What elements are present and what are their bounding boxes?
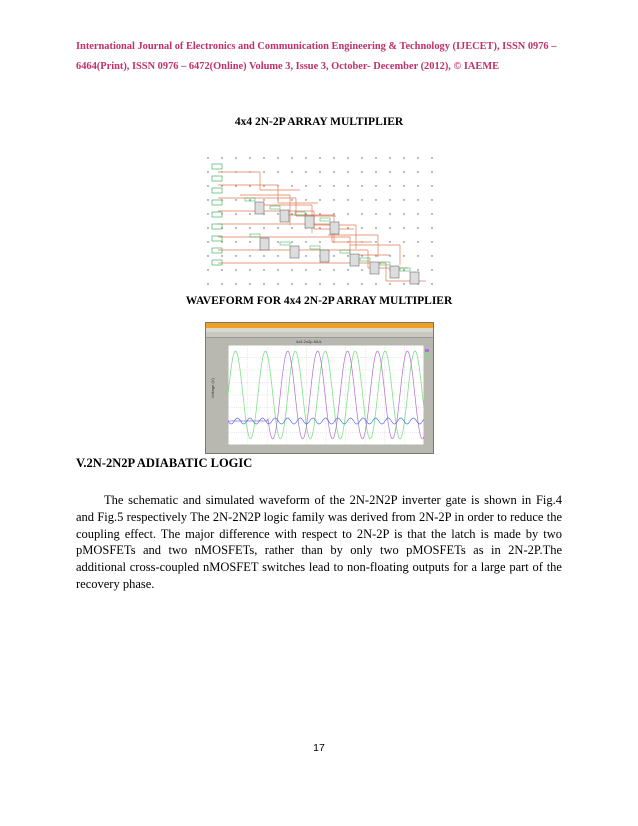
legend-marker-purple: [425, 349, 429, 352]
plot-title: 4x4 2n2p MUL: [296, 339, 323, 344]
legend-marker-green: [425, 354, 429, 357]
section-heading: V.2N-2N2P ADIABATIC LOGIC: [76, 456, 253, 470]
journal-header-line-1: International Journal of Electronics and Communication Engineering & Technology (IJECET), ISSN 0976 –: [76, 41, 557, 52]
waveform-plot: [228, 345, 424, 445]
page-number: 17: [313, 742, 325, 754]
paragraph: The schematic and simulated waveform of the 2N-2N2P inverter gate is shown in Fig.4 and Fig.5 respectively The 2N-2N2P logic family was derived from 2N-2P in order to reduce the coupling effect. The major difference with respect to 2N-2P is that the latch is made by two pMOSFETs and two nMOSFETs, rather than by only two pMOSFETs as in 2N-2P.The additional cross-coupled nMOSFET switches lead to non-floating outputs for a large part of the recovery phase.: [76, 493, 562, 591]
schematic-wires: [218, 172, 426, 281]
multiplier-schematic: [200, 150, 440, 290]
figure2-caption: WAVEFORM FOR 4x4 2N-2P ARRAY MULTIPLIER: [185, 295, 453, 307]
journal-header-line-2: 6464(Print), ISSN 0976 – 6472(Online) Volume 3, Issue 3, October- December (2012), © IAEME: [76, 61, 500, 72]
body-text: [76, 492, 562, 593]
plot-ylabel: Voltage (V): [210, 378, 215, 398]
waveform-window: [205, 322, 434, 454]
journal-header: [76, 37, 566, 77]
window-toolbar: [206, 332, 433, 338]
figure1-caption: 4x4 2N-2P ARRAY MULTIPLIER: [234, 116, 404, 128]
